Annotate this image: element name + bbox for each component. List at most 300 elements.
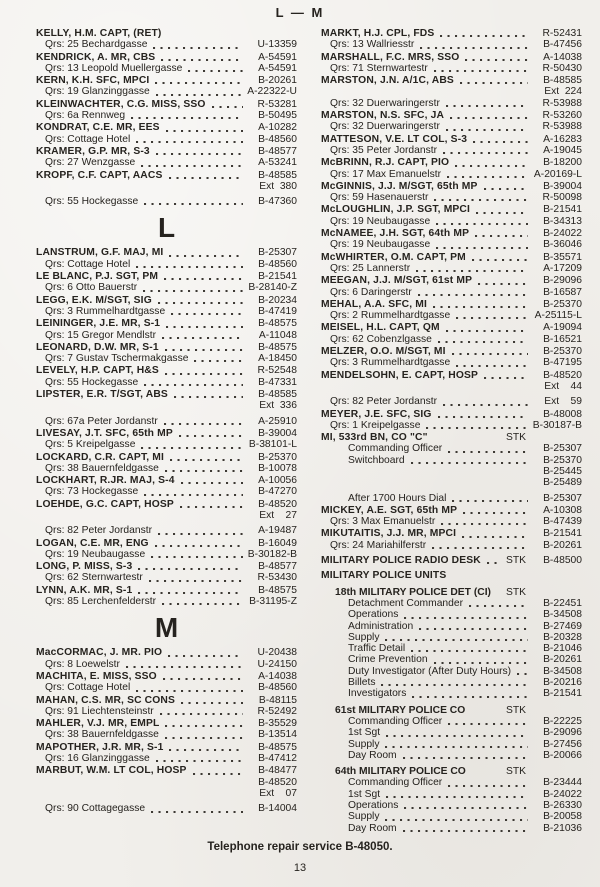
phone-number: B-22451 xyxy=(543,597,582,609)
entry-label: Qrs: 3 Rummelhardtgasse xyxy=(330,357,451,369)
phone-number: B-20216 xyxy=(543,677,582,689)
dot-leader xyxy=(167,170,244,181)
directory-entry xyxy=(321,252,582,263)
directory-entry xyxy=(36,170,297,181)
entry-label: Day Room xyxy=(348,822,397,834)
phone-number: B-48500 xyxy=(543,555,582,567)
dot-leader xyxy=(402,609,528,620)
directory-entry xyxy=(321,505,582,516)
dot-leader xyxy=(379,677,528,688)
dot-leader xyxy=(471,134,528,145)
phone-number: B-25489 xyxy=(543,477,582,489)
directory-line xyxy=(321,727,582,738)
directory-entry xyxy=(321,275,582,286)
phone-number: B-16521 xyxy=(543,333,582,345)
phone-number: B-25445 xyxy=(543,465,582,477)
dot-leader xyxy=(186,63,243,74)
directory-line xyxy=(321,789,582,800)
entry-label: 18th MILITARY POLICE DET (CI) xyxy=(335,586,491,598)
dot-leader xyxy=(482,181,528,192)
phone-number: A-53241 xyxy=(258,157,297,169)
phone-number: B-25307 xyxy=(543,492,582,504)
phone-number: B-21541 xyxy=(543,528,582,540)
entry-label: Detachment Commander xyxy=(348,597,464,609)
directory-line xyxy=(321,823,582,834)
entry-label: MARBUT, W.M. LT COL, HOSP xyxy=(36,765,187,777)
dot-leader xyxy=(142,196,243,207)
entry-label: MAPOTHER, J.R. MR, S-1 xyxy=(36,741,164,753)
entry-label: Day Room xyxy=(348,749,397,761)
directory-line xyxy=(321,677,582,688)
directory-line xyxy=(36,572,297,583)
directory-entry xyxy=(36,695,297,706)
dot-leader xyxy=(410,688,528,699)
directory-line xyxy=(36,659,297,670)
entry-label: Qrs: 85 Lerchenfelderstr xyxy=(45,596,157,608)
stk-label: STK xyxy=(505,704,526,716)
directory-line xyxy=(321,688,582,699)
directory-line xyxy=(36,306,297,317)
dot-leader xyxy=(169,306,243,317)
dot-leader xyxy=(450,570,528,581)
dot-leader xyxy=(154,86,243,97)
directory-line xyxy=(321,216,582,227)
entry-label: Qrs: Cottage Hotel xyxy=(45,258,131,270)
dot-leader xyxy=(163,365,243,376)
footer-note: Telephone repair service B-48050. xyxy=(207,841,393,853)
entry-label: Administration xyxy=(348,620,414,632)
dot-leader xyxy=(179,695,243,706)
phone-number: B-48575 xyxy=(258,318,297,330)
entry-label: Operations xyxy=(348,800,399,811)
phone-number: R-52548 xyxy=(257,365,297,377)
directory-line xyxy=(36,596,297,607)
phone-number: B-47360 xyxy=(258,196,297,208)
dot-leader xyxy=(164,318,243,329)
dot-leader xyxy=(454,310,528,321)
entry-label: Qrs: Cottage Hotel xyxy=(45,133,131,145)
dot-leader xyxy=(432,654,528,665)
entry-label: MARSTON, J.N. A/1C, ABS xyxy=(321,75,454,87)
directory-entry xyxy=(321,555,582,566)
directory-line xyxy=(36,463,297,474)
dot-leader xyxy=(432,192,528,203)
phone-number: B-48560 xyxy=(258,682,297,694)
directory-line xyxy=(321,287,582,298)
dot-leader xyxy=(325,477,528,488)
dot-leader xyxy=(166,28,244,39)
phone-number: B-47419 xyxy=(258,305,297,317)
phone-number: B-48585 xyxy=(543,75,582,87)
phone-number: A-22322-U xyxy=(247,86,297,98)
directory-line xyxy=(321,800,582,811)
entry-label: Qrs: 73 Hockegasse xyxy=(45,486,139,498)
dot-leader xyxy=(461,505,528,516)
dot-leader xyxy=(432,432,498,443)
dot-leader xyxy=(453,157,528,168)
phone-number: B-26330 xyxy=(543,800,582,811)
directory-entry xyxy=(321,370,582,381)
entry-label: Qrs: 3 Max Emanuelstr xyxy=(330,516,436,528)
phone-number: R-52492 xyxy=(257,705,297,717)
dot-leader xyxy=(454,357,528,368)
entry-label: 1st Sgt xyxy=(348,727,381,739)
directory-line xyxy=(321,455,582,466)
entry-label: Supply xyxy=(348,738,380,750)
entry-label: LEININGER, J.E. MR, S-1 xyxy=(36,318,161,330)
dot-leader xyxy=(136,561,243,572)
phone-number: R-53988 xyxy=(542,97,582,109)
directory-line xyxy=(36,181,297,192)
dot-leader xyxy=(418,39,528,50)
directory-line xyxy=(321,643,582,654)
dot-leader xyxy=(463,52,528,63)
entry-label: Qrs: 19 Neubaugasse xyxy=(330,215,431,227)
entry-label: Crime Prevention xyxy=(348,654,428,666)
phone-number: B-48520 xyxy=(258,776,297,788)
dot-leader xyxy=(156,295,243,306)
entry-label: Qrs: 38 Bauernfeldgasse xyxy=(45,729,159,741)
directory-line xyxy=(321,310,582,321)
entry-label: MILITARY POLICE UNITS xyxy=(321,570,447,582)
phone-number: A-54591 xyxy=(258,51,297,63)
phone-number: B-48577 xyxy=(258,145,297,157)
phone-number: B-25370 xyxy=(543,346,582,358)
directory-entry xyxy=(321,157,582,168)
entry-label: MICKEY, A.E. SGT, 65th MP xyxy=(321,504,458,516)
directory-line xyxy=(36,753,297,764)
dot-leader xyxy=(151,39,243,50)
dot-leader xyxy=(458,75,528,86)
entry-label: Qrs: 24 Mariahilferstr xyxy=(330,539,427,551)
directory-entry xyxy=(36,718,297,729)
phone-number: A-14038 xyxy=(543,51,582,63)
phone-number: Ext 07 xyxy=(259,787,297,799)
entry-label: Qrs: 19 Glanzinggasse xyxy=(45,86,150,98)
directory-line xyxy=(321,334,582,345)
directory-line xyxy=(321,516,582,527)
dot-leader xyxy=(495,587,498,598)
phone-number: Ext 336 xyxy=(259,400,297,412)
phone-number: A-25910 xyxy=(258,415,297,427)
entry-label: MARSHALL, F.C. MRS, SSO xyxy=(321,51,460,63)
phone-number: A-20169-L xyxy=(533,168,582,180)
dot-leader xyxy=(446,443,528,454)
phone-number: B-48008 xyxy=(543,408,582,420)
phone-number: B-29096 xyxy=(543,275,582,287)
dot-leader xyxy=(154,146,243,157)
dot-leader xyxy=(156,525,243,536)
phone-number: B-47331 xyxy=(258,376,297,388)
entry-label: Qrs: 8 Loewelstr xyxy=(45,658,120,670)
entry-label: LOCKHART, R.JR. MAJ, S-4 xyxy=(36,475,175,487)
entry-label: MACHITA, E. MISS, SSO xyxy=(36,670,157,682)
phone-number: B-28140-Z xyxy=(248,282,297,294)
phone-number: B-48560 xyxy=(258,258,297,270)
entry-label: LEONARD, D.W. MR, S-1 xyxy=(36,341,159,353)
phone-number: B-48520 xyxy=(543,369,582,381)
phone-number: B-16049 xyxy=(258,537,297,549)
entry-label: Qrs: 25 Lannerstr xyxy=(330,262,411,274)
phone-number: B-50495 xyxy=(258,110,297,122)
directory-line xyxy=(36,803,297,814)
dot-leader xyxy=(467,598,528,609)
phone-number: B-16587 xyxy=(543,286,582,298)
entry-label: Qrs: 62 Sternwartestr xyxy=(45,572,143,584)
phone-number: B-14004 xyxy=(258,803,297,815)
directory-line xyxy=(36,377,297,388)
directory-line xyxy=(321,39,582,50)
dot-leader xyxy=(149,549,243,560)
directory-entry xyxy=(36,75,297,86)
phone-number: B-48115 xyxy=(258,694,297,706)
directory-entry xyxy=(36,538,297,549)
entry-label: Switchboard xyxy=(348,454,405,466)
dot-leader xyxy=(446,777,528,788)
phone-number: R-50098 xyxy=(542,192,582,204)
dot-leader xyxy=(139,439,243,450)
entry-label: LEGG, E.K. M/SGT, SIG xyxy=(36,294,152,306)
dot-leader xyxy=(417,621,528,632)
directory-line xyxy=(321,86,582,97)
entry-label: LANSTRUM, G.F. MAJ, MI xyxy=(36,247,164,259)
dot-leader xyxy=(153,75,243,86)
phone-number: B-13514 xyxy=(258,729,297,741)
dot-leader xyxy=(430,540,528,551)
phone-number: B-25370 xyxy=(543,454,582,466)
dot-leader xyxy=(160,596,243,607)
dot-leader xyxy=(409,643,528,654)
directory-entry xyxy=(36,647,297,658)
phone-number: B-27469 xyxy=(543,620,582,632)
directory-line xyxy=(36,259,297,270)
dot-leader xyxy=(383,811,528,822)
directory-line xyxy=(36,134,297,145)
entry-label: Qrs: 13 Leopold Muellergasse xyxy=(45,62,183,74)
directory-line xyxy=(36,777,297,788)
phone-number: B-21541 xyxy=(543,688,582,700)
dot-leader xyxy=(401,823,528,834)
directory-column xyxy=(36,27,297,834)
directory-line xyxy=(321,777,582,788)
phone-number: B-35529 xyxy=(258,718,297,730)
dot-leader xyxy=(460,528,528,539)
entry-label: LOCKARD, C.R. CAPT, MI xyxy=(36,451,165,463)
dot-leader xyxy=(444,98,528,109)
entry-label: Qrs: 71 Sternwartestr xyxy=(330,62,428,74)
directory-line xyxy=(321,169,582,180)
entry-label: MILITARY POLICE RADIO DESK xyxy=(321,555,481,567)
entry-label: LE BLANC, P.J. SGT, PM xyxy=(36,271,159,283)
directory-line xyxy=(36,510,297,521)
entry-label: KLEINWACHTER, C.G. MISS, SSO xyxy=(36,98,206,110)
dot-leader xyxy=(482,370,528,381)
directory-line xyxy=(36,63,297,74)
directory-entry xyxy=(36,428,297,439)
phone-number: B-20234 xyxy=(258,294,297,306)
directory-line xyxy=(36,525,297,536)
entry-label: MENDELSOHN, E. CAPT, HOSP xyxy=(321,369,479,381)
phone-number: B-22225 xyxy=(543,715,582,727)
phone-number: B-47412 xyxy=(258,753,297,765)
entry-label: Qrs: 19 Neubaugasse xyxy=(45,548,146,560)
entry-label: Billets xyxy=(348,677,376,689)
entry-label: MEHAL, A.A. SFC, MI xyxy=(321,298,428,310)
phone-number: B-48577 xyxy=(258,561,297,573)
entry-label: Commanding Officer xyxy=(348,715,443,727)
phone-number: B-34508 xyxy=(543,609,582,621)
directory-line xyxy=(321,705,582,716)
dot-leader xyxy=(172,389,243,400)
phone-number: R-53260 xyxy=(542,110,582,122)
phone-number: B-24022 xyxy=(543,228,582,240)
phone-number: B-48585 xyxy=(258,169,297,181)
dot-leader xyxy=(210,99,243,110)
dot-leader xyxy=(434,239,528,250)
phone-number: B-30187-B xyxy=(532,419,582,431)
section-letter: L xyxy=(157,212,176,244)
phone-number: B-29096 xyxy=(543,727,582,739)
dot-leader xyxy=(470,252,528,263)
entry-label: Qrs: 82 Peter Jordanstr xyxy=(45,525,153,537)
phone-number: B-48575 xyxy=(258,741,297,753)
dot-leader xyxy=(162,271,243,282)
dot-leader xyxy=(384,727,528,738)
phone-number: A-11048 xyxy=(258,329,297,341)
dot-leader xyxy=(439,516,528,527)
directory-line xyxy=(321,420,582,431)
phone-number: B-27456 xyxy=(543,738,582,750)
directory-line xyxy=(36,330,297,341)
entry-label: Qrs: 82 Peter Jordanstr xyxy=(330,396,438,408)
entry-label: LYNN, A.K. MR, S-1 xyxy=(36,584,133,596)
page-header: L — M xyxy=(275,5,325,20)
directory-line xyxy=(321,739,582,750)
directory-line xyxy=(36,486,297,497)
entry-label: Qrs: 67a Peter Jordanstr xyxy=(45,415,158,427)
phone-number: B-34508 xyxy=(543,665,582,677)
phone-number: B-47439 xyxy=(543,516,582,528)
directory-line xyxy=(321,98,582,109)
phone-number: Ext 380 xyxy=(259,180,297,192)
directory-entry xyxy=(36,146,297,157)
phone-number: R-50430 xyxy=(542,62,582,74)
phone-number: A-10282 xyxy=(258,122,297,134)
directory-entry xyxy=(321,110,582,121)
phone-number: B-20058 xyxy=(543,811,582,823)
directory-entry xyxy=(36,28,297,39)
phone-number: B-20261 xyxy=(543,539,582,551)
phone-number: A-16283 xyxy=(543,133,582,145)
phone-number: A-10056 xyxy=(258,475,297,487)
directory-line xyxy=(321,587,582,598)
phone-number: B-48575 xyxy=(258,584,297,596)
phone-number: B-34313 xyxy=(543,215,582,227)
directory-line xyxy=(36,110,297,121)
directory-line xyxy=(321,239,582,250)
entry-label: Duty Investigator (After Duty Hours) xyxy=(348,665,512,677)
dot-leader xyxy=(160,330,243,341)
phone-number: A-19045 xyxy=(543,144,582,156)
directory-entry xyxy=(36,475,297,486)
dot-leader xyxy=(469,705,498,716)
entry-label: MIKUTAITIS, J.J. MR, MPCI xyxy=(321,528,457,540)
directory-line xyxy=(321,477,582,488)
entry-label: McBRINN, R.J. CAPT, PIO xyxy=(321,157,450,169)
directory-line xyxy=(321,192,582,203)
directory-entry xyxy=(36,247,297,258)
directory-line xyxy=(36,282,297,293)
dot-leader xyxy=(167,742,243,753)
phone-number: B-48575 xyxy=(258,341,297,353)
dot-leader xyxy=(40,510,243,521)
directory-entry xyxy=(36,52,297,63)
entry-label: Investigators xyxy=(348,688,407,700)
dot-leader xyxy=(40,400,243,411)
entry-label: MEEGAN, J.J. M/SGT, 61st MP xyxy=(321,275,473,287)
dot-leader xyxy=(178,499,243,510)
dot-leader xyxy=(191,765,243,776)
dot-leader xyxy=(154,753,243,764)
entry-label: Qrs: 1 Kreipelgasse xyxy=(330,419,421,431)
phone-number: B-20261 xyxy=(258,75,297,87)
directory-line xyxy=(36,788,297,799)
directory-line xyxy=(321,540,582,551)
directory-line xyxy=(36,439,297,450)
entry-label: Qrs: 55 Hockegasse xyxy=(45,376,139,388)
entry-label: MARSTON, N.S. SFC, JA xyxy=(321,110,445,122)
directory-entry xyxy=(36,742,297,753)
directory-line xyxy=(321,621,582,632)
phone-number: A-19487 xyxy=(258,525,297,537)
entry-label: MARKT, H.J. CPL, FDS xyxy=(321,28,435,39)
dot-leader xyxy=(515,666,528,677)
entry-label: Qrs: Cottage Hotel xyxy=(45,682,131,694)
dot-leader xyxy=(409,455,528,466)
phone-number: A-18450 xyxy=(258,353,297,365)
dot-leader xyxy=(129,110,243,121)
dot-leader xyxy=(163,463,243,474)
entry-label: Qrs: 35 Peter Jordanstr xyxy=(330,144,438,156)
entry-label: LEVELY, H.P. CAPT, H&S xyxy=(36,365,159,377)
dot-leader xyxy=(450,493,528,504)
dot-leader xyxy=(384,789,528,800)
directory-entry xyxy=(36,499,297,510)
entry-label: Operations xyxy=(348,609,399,621)
dot-leader xyxy=(445,169,528,180)
directory-entry xyxy=(36,295,297,306)
stk-label: STK xyxy=(505,555,526,567)
dot-leader xyxy=(168,452,243,463)
phone-number: B-25307 xyxy=(543,443,582,455)
directory-line xyxy=(321,750,582,761)
phone-number: B-10078 xyxy=(258,462,297,474)
entry-label: Qrs: 27 Wenzgasse xyxy=(45,157,136,169)
dot-leader xyxy=(414,263,528,274)
dot-leader xyxy=(416,287,528,298)
entry-label: McWHIRTER, O.M. CAPT, PM xyxy=(321,251,466,263)
dot-leader xyxy=(441,396,528,407)
dot-leader xyxy=(325,466,528,477)
phone-number: B-39004 xyxy=(258,427,297,439)
phone-number: U-13359 xyxy=(257,39,297,51)
page-number: 13 xyxy=(293,862,307,874)
directory-line xyxy=(36,39,297,50)
directory-line xyxy=(321,145,582,156)
entry-label: Commanding Officer xyxy=(348,443,443,455)
directory-entry xyxy=(36,271,297,282)
dot-leader xyxy=(147,572,243,583)
